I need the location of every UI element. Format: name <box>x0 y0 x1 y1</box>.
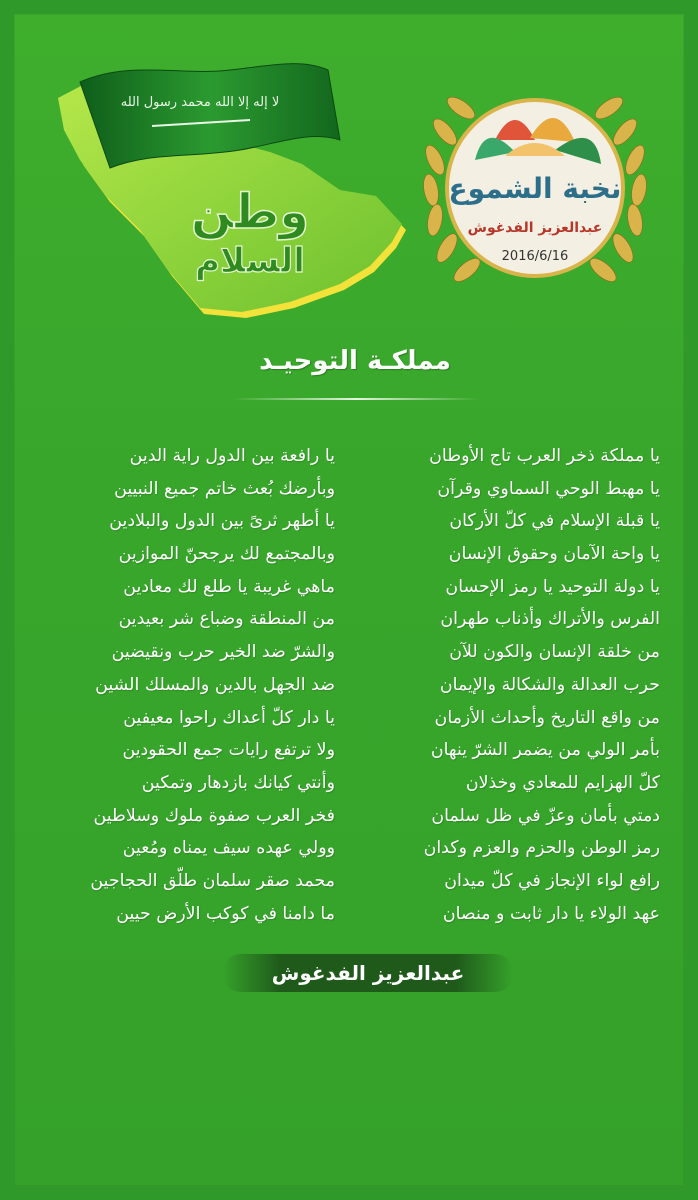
poem-line: يا دولة التوحيد يا رمز الإحسان <box>445 576 660 597</box>
poem-line: بأمر الولي من يضمر الشرّ ينهان <box>430 740 660 761</box>
poem-line: يا مهبط الوحي السماوي وقرآن <box>437 478 660 499</box>
poem-line: عهد الولاء يا دار ثابت و منصان <box>442 903 660 924</box>
logo-name: نخبة الشموع <box>448 172 622 205</box>
poem-line: وأنتي كيانك بازدهار وتمكين <box>141 772 335 793</box>
saudi-map-icon <box>40 40 420 320</box>
poem-line: يا دار كلّ أعداك راحوا معيفين <box>123 707 335 728</box>
poem-right-column <box>365 440 660 930</box>
flag-text: لا إله إلا الله محمد رسول الله <box>120 95 280 110</box>
poem-left-column <box>40 440 335 930</box>
poem-line: ما دامنا في كوكب الأرض حيين <box>116 903 335 924</box>
author-name: عبدالعزيز الفدغوش <box>222 954 514 992</box>
poem-line: وبأرضك بُعث خاتم جميع النبيين <box>114 478 335 499</box>
poem-body <box>40 440 660 940</box>
poem-line: من المنطقة وضباع شر بعيدين <box>118 609 335 630</box>
map-title-line1: وطن <box>190 184 310 240</box>
poem-line: ولا ترتفع رايات جمع الحقودين <box>122 740 335 761</box>
saudi-map-graphic <box>40 40 420 320</box>
logo-author: عبدالعزيز الفدغوش <box>467 220 603 236</box>
poem-line: يا رافعة بين الدول راية الدين <box>129 446 335 466</box>
poem-line: الفرس والأتراك وأذناب طهران <box>440 609 660 630</box>
poem-line: دمتي بأمان وعزّ في ظل سلمان <box>431 805 660 826</box>
poem-line: محمد صقر سلمان طلّق الحجاجين <box>90 870 335 891</box>
poem-line: يا قبلة الإسلام في كلّ الأركان <box>449 511 660 532</box>
poem-line: من واقع التاريخ وأحداث الأزمان <box>434 707 660 728</box>
poem-line: رمز الوطن والحزم والعزم وكدان <box>423 838 660 859</box>
poem-line: والشرّ ضد الخير حرب ونقيضين <box>111 642 335 663</box>
poem-line: كلّ الهزايم للمعادي وخذلان <box>465 772 660 793</box>
poem-line: من خلقة الإنسان والكون للآن <box>449 642 660 663</box>
poem-line: وولي عهده سيف يمناه ومُعين <box>122 838 335 859</box>
laurel-wreath-icon <box>405 60 665 310</box>
poem-line: ضد الجهل بالدين والمسلك الشين <box>95 674 335 695</box>
poem-title: مملكـة التوحيـد <box>259 346 451 376</box>
poem-line: يا أطهر ثرىً بين الدول والبلادين <box>109 511 335 532</box>
poem-line: حرب العدالة والشكالة والإيمان <box>439 674 660 695</box>
poem-line: فخر العرب صفوة ملوك وسلاطين <box>93 805 335 826</box>
title-divider <box>232 398 480 400</box>
poem-line: يا مملكة ذخر العرب تاج الأوطان <box>429 446 660 466</box>
poem-line: ماهي غريبة يا طلع لك معادين <box>123 576 335 597</box>
nukhbat-logo <box>405 60 665 310</box>
poem-line: وبالمجتمع لك يرجحنّ الموازين <box>118 544 335 565</box>
poem-line: يا واحة الآمان وحقوق الإنسان <box>448 544 660 565</box>
logo-date: 2016/6/16 <box>501 249 569 264</box>
map-title-line2: السلام <box>195 241 305 281</box>
poem-line: رافع لواء الإنجاز في كلّ ميدان <box>444 870 660 891</box>
